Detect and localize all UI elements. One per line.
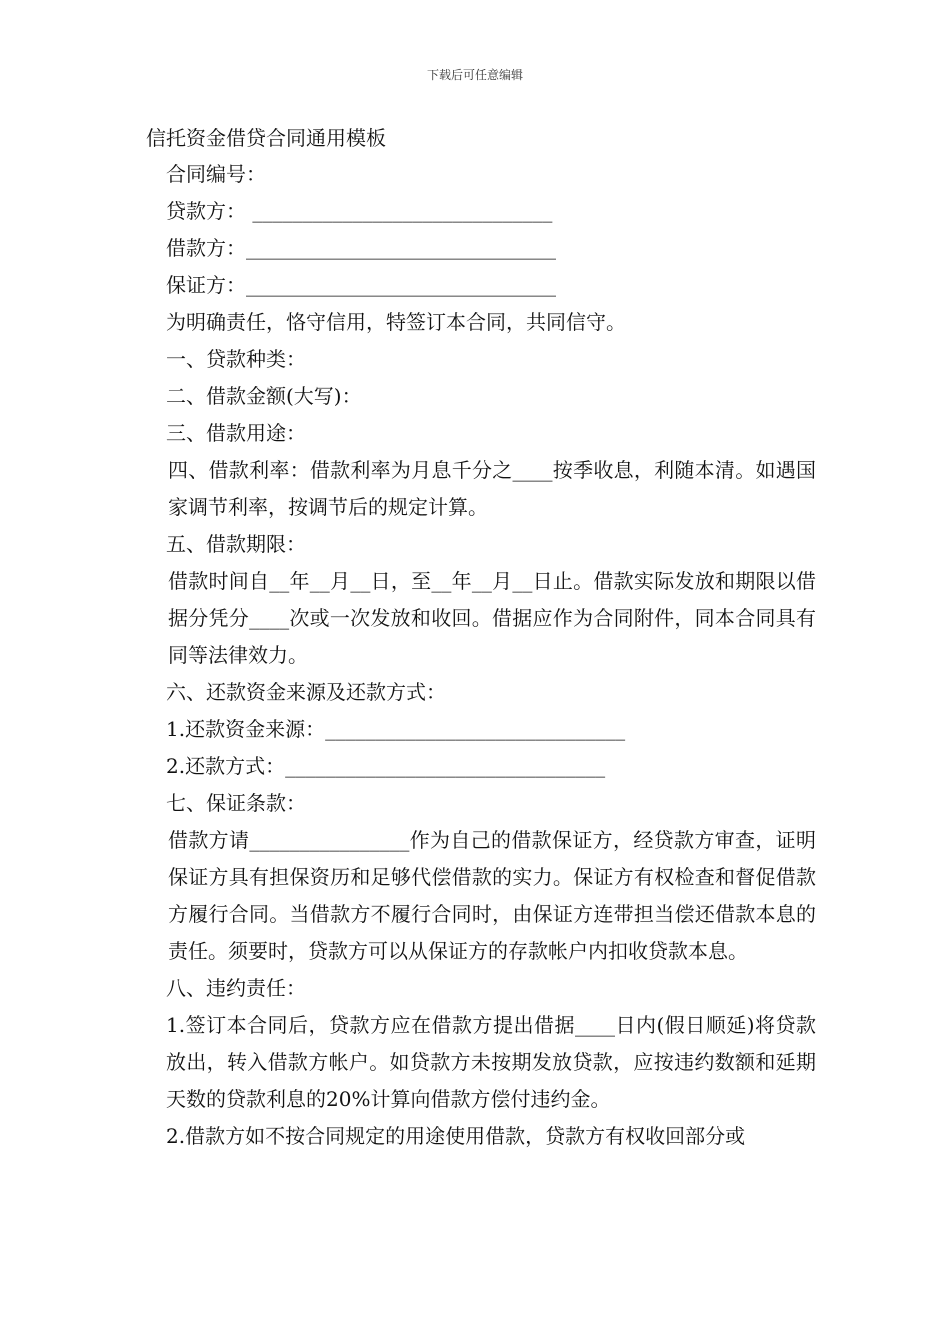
clause-6-title: 六、还款资金来源及还款方式：	[166, 680, 446, 704]
page-header: 下载后可任意编辑	[426, 68, 523, 82]
clause-2: 二、借款金额(大写)：	[166, 384, 362, 408]
clause-6-item-1: 1.还款资金来源：______________________________	[166, 717, 626, 741]
clause-7-title: 七、保证条款：	[166, 791, 306, 815]
contract-number-line: 合同编号：	[166, 162, 266, 186]
preamble: 为明确责任，恪守信用，特签订本合同，共同信守。	[166, 310, 626, 334]
clause-1: 一、贷款种类：	[166, 347, 306, 371]
clause-5-title: 五、借款期限：	[166, 532, 306, 556]
clause-7-body: 借款方请________________作为自己的借款保证方，经贷款方审查，证明保证方具有担保资历和足够代偿借款的实力。保证方有权检查和督促借款方履行合同。当借款方不履行合同时，由保证方连带担当偿还借款本息的责任。须要时，贷款方可以从保证方的存款帐户内扣收贷款本息。	[168, 828, 816, 963]
clause-8-item-1: 1.签订本合同后，贷款方应在借款方提出借据____日内(假日顺延)将贷款放出，转入借款方帐户。如贷款方未按期发放贷款，应按违约数额和延期天数的贷款利息的20%计算向借款方偿付违约金。	[166, 1013, 816, 1111]
clause-8-item-2: 2.借款方如不按合同规定的用途使用借款，贷款方有权收回部分或	[166, 1124, 746, 1148]
lender-line: 贷款方： ______________________________	[166, 199, 553, 223]
borrower-line: 借款方：_______________________________	[166, 236, 556, 260]
clause-4: 四、借款利率：借款利率为月息千分之____按季收息，利随本清。如遇国家调节利率，按调节后的规定计算。	[168, 458, 816, 519]
document-body	[146, 120, 816, 1155]
guarantor-line: 保证方：_______________________________	[166, 273, 556, 297]
document-title: 信托资金借贷合同通用模板	[146, 126, 386, 150]
clause-6-item-2: 2.还款方式：________________________________	[166, 754, 606, 778]
clause-5-body: 借款时间自__年__月__日，至__年__月__日止。借款实际发放和期限以借据分凭分____次或一次发放和收回。借据应作为合同附件，同本合同具有同等法律效力。	[168, 569, 816, 667]
clause-8-title: 八、违约责任：	[166, 976, 306, 1000]
clause-3: 三、借款用途：	[166, 421, 306, 445]
